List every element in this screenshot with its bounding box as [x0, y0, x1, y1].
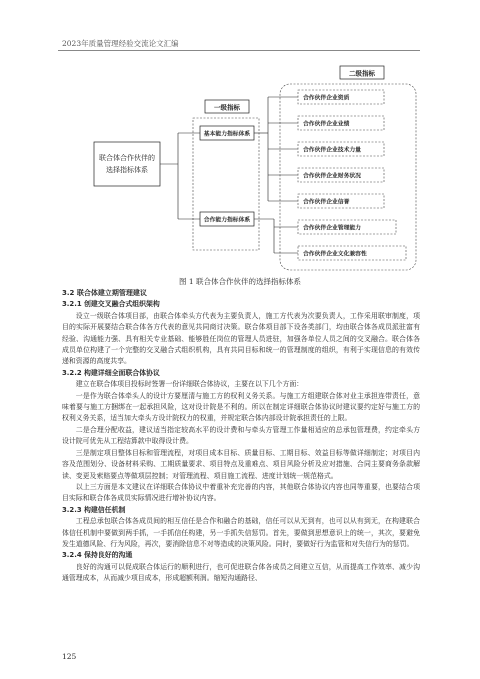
level1-label-basic: 基本能力指标体系	[203, 131, 251, 138]
level1-header-label: 一级指标	[214, 103, 240, 112]
root-label-line2: 选择指标体系	[106, 166, 148, 174]
paragraph-5: 三是制定项目整体目标和管理流程，对项目成本目标、质量目标、工期目标、效益目标等做详细制定；对项目内容及范围划分、设备材料采购、工期质量要求、项目特点及重难点、项目风险分析及应对措施、合同主要商务条款解读、变更及索赔要点等做项层控制；对管理流程、项目施工流程、进度计划统一规范格式。	[62, 448, 420, 480]
body-text	[62, 288, 420, 585]
svg-text:合作伙伴企业财务状况: 合作伙伴企业财务状况	[303, 173, 361, 180]
level2-item-5	[298, 194, 384, 208]
level2-item-1	[298, 90, 384, 104]
level2-item-7	[298, 246, 406, 260]
paragraph-3: 一是作为联合体牵头人的设计方要厘清与施工方的权利义务关系。与施工方组建联合体对业主承担连带责任，意味着要与施工方捆绑在一起承担风险，这对设计院是不利的。所以在制定详细联合体协议时建议要约定好与施工方的权利义务关系，适当加大牵头方设计院权力的权重，并规定联合体内部设计院承担责任的上限。	[62, 391, 420, 423]
svg-text:合作伙伴企业业绩: 合作伙伴企业业绩	[303, 121, 350, 128]
level2-item-3	[298, 142, 384, 156]
svg-text:合作伙伴企业技术力量: 合作伙伴企业技术力量	[303, 147, 361, 154]
svg-text:合作伙伴企业管理能力: 合作伙伴企业管理能力	[303, 225, 361, 232]
heading-3-2-1: 3.2.1 创建交叉融合式组织架构	[62, 300, 160, 309]
running-head: 2023年质量管理经验交流论文汇编	[62, 39, 179, 48]
paragraph-7: 工程总承包联合体各成员间的相互信任是合作和融合的基础，信任可以从无到有，也可以从有到无，在构建联合体信任机制中要做到两手抓，一手抓信任构建，另一手抓失信惩罚。首先，要做到思想意识上的统一，其次，要避免发生道德风险、行为风险，再次，要消除信息不对等造成的决策风险。同时，要做好行为监管和对失信行为的惩罚。	[62, 517, 420, 548]
root-box	[94, 142, 160, 186]
level1-group	[193, 118, 259, 250]
paragraph-8: 良好的沟通可以促成联合体运行的顺利进行，也可促进联合体各成员之间建立互信，从而提高工作效率、减少沟通管理成本，从而减少项目成本，形成超额利润。缩短沟通路径、	[62, 562, 420, 583]
heading-3-2-3: 3.2.3 构建信任机制	[62, 505, 126, 514]
svg-text:合作伙伴企业资质: 合作伙伴企业资质	[303, 95, 350, 102]
index-system-figure	[90, 62, 420, 272]
level2-header-label: 二级指标	[349, 69, 375, 78]
paragraph-1: 设立一级联合体项目部，由联合体牵头方代表为主要负责人，施工方代表为次要负责人，工作采用联审制度，项目的实际开展要结合联合体各方代表的意见共同商讨决策。联合体项目部下设各类部门，均由联合体各成员派驻富有经验、沟通能力强、具有相关专业基础、能够胜任岗位的管理人员进驻，加强各单位人员之间的交叉融合。联合体各成员单位构建了一个完整的交叉融合式组织机构，具有共同目标和统一的管理制度的组织，有利于实现信息的有效传递和资源的高度共享。	[62, 311, 420, 366]
level2-item-4	[298, 168, 384, 182]
heading-3-2-2: 3.2.2 构建详细全面联合体协议	[62, 368, 160, 377]
heading-3-2: 3.2 联合体建立期管理建议	[62, 289, 147, 297]
svg-text:合作伙伴企业信誉: 合作伙伴企业信誉	[303, 199, 350, 206]
heading-3-2-4: 3.2.4 保持良好的沟通	[62, 551, 133, 560]
level2-item-2	[298, 116, 384, 130]
paragraph-4: 二是合理分配收益，建议适当指定较高水平的设计费和与牵头方管理工作量相适应的总承包管理费，约定牵头方设计院可优先从工程结算款中取得设计费。	[62, 425, 420, 446]
level1-label-coop: 合作能力指标体系	[203, 217, 251, 224]
paragraph-6: 以上三方面是本文建议在详细联合体协议中着重补充完善的内容，其他联合体协议内容也同等重要，也要结合项目实际和联合体各成员实际情况进行增补协议内容。	[62, 482, 420, 503]
svg-text:合作伙伴企业文化兼容性: 合作伙伴企业文化兼容性	[303, 251, 367, 258]
paragraph-2: 建立在联合体项目投标时签署一份详细联合体协议，主要在以下几个方面：	[75, 380, 304, 389]
level2-item-6	[298, 220, 396, 234]
figure-caption: 图 1 联合体合作伙伴的选择指标体系	[178, 277, 302, 286]
root-label-line1: 联合体合作伙伴的	[99, 154, 155, 162]
header-rule	[58, 50, 420, 51]
page-number: 125	[62, 652, 77, 661]
